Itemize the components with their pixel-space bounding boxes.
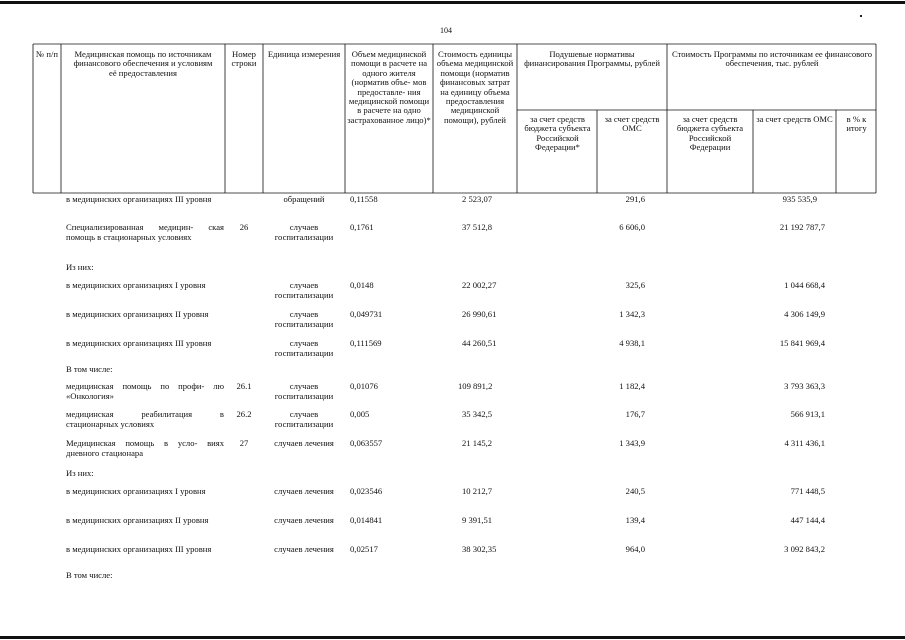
row-volume: 0,111569 bbox=[350, 338, 382, 348]
row-cost: 9 391,51 bbox=[462, 515, 493, 525]
row-cost: 10 212,7 bbox=[462, 486, 493, 496]
row-volume: 0,023546 bbox=[350, 486, 383, 496]
row-per-capita-oms: 176,7 bbox=[625, 409, 645, 419]
row-description: В том числе: bbox=[66, 570, 113, 580]
header-program-cost: Стоимость Программы по источникам ее финансового обеспечения, тыс. рублей bbox=[671, 49, 873, 69]
row-volume: 0,049731 bbox=[350, 309, 383, 319]
row-description: медицинская помощь по профи- лю «Онкология» bbox=[66, 381, 224, 401]
row-volume: 0,005 bbox=[350, 409, 370, 419]
row-description: Специализированная медицин- ская помощь в стационарных условиях bbox=[66, 222, 224, 242]
row-per-capita-oms: 139,4 bbox=[625, 515, 645, 525]
row-per-capita-oms: 325,6 bbox=[625, 280, 645, 290]
row-program-oms: 15 841 969,4 bbox=[779, 338, 825, 348]
header-unit: Единица измерения bbox=[267, 49, 341, 59]
row-program-oms: 4 311 436,1 bbox=[784, 438, 825, 448]
row-unit: случаев лечения bbox=[274, 438, 334, 448]
row-description: в медицинских организациях III уровня bbox=[66, 194, 212, 204]
row-volume: 0,02517 bbox=[350, 544, 378, 554]
row-program-oms: 935 535,9 bbox=[782, 194, 817, 204]
row-unit: случаев лечения bbox=[274, 486, 334, 496]
row-unit: случаев госпитализации bbox=[274, 381, 334, 401]
row-cost: 44 260,51 bbox=[462, 338, 497, 348]
bottom-border bbox=[0, 636, 905, 639]
row-description: В том числе: bbox=[66, 364, 113, 374]
row-program-oms: 4 306 149,9 bbox=[784, 309, 825, 319]
row-description: медицинская реабилитация в стационарных условиях bbox=[66, 409, 224, 429]
header-per-capita-oms: за счет средств ОМС bbox=[604, 114, 660, 134]
header-program-percent: в % к итогу bbox=[846, 114, 867, 134]
row-number: 26 bbox=[239, 222, 249, 232]
row-description: Из них: bbox=[66, 468, 94, 478]
row-description: в медицинских организациях II уровня bbox=[66, 309, 209, 319]
row-description: Медицинская помощь в усло- виях дневного стационара bbox=[66, 438, 224, 458]
row-per-capita-oms: 964,0 bbox=[625, 544, 645, 554]
row-description: в медицинских организациях I уровня bbox=[66, 486, 206, 496]
row-unit: случаев лечения bbox=[274, 544, 334, 554]
row-volume: 0,11558 bbox=[350, 194, 378, 204]
row-program-oms: 3 092 843,2 bbox=[784, 544, 825, 554]
row-unit: случаев госпитализации bbox=[274, 338, 334, 358]
header-per-capita-budget: за счет средств бюджета субъекта Российской Федерации* bbox=[524, 114, 591, 153]
row-program-oms: 566 913,1 bbox=[790, 409, 825, 419]
row-unit: обращений bbox=[283, 194, 325, 204]
header-unit-cost: Стоимость единицы объема медицинской помощи (норматив финансовых затрат на единицу объема предоставления медицинской помощи), рублей bbox=[436, 49, 514, 125]
page-number: 104 bbox=[440, 26, 452, 35]
row-per-capita-oms: 1 343,9 bbox=[619, 438, 645, 448]
row-description: Из них: bbox=[66, 262, 94, 272]
row-description: в медицинских организациях III уровня bbox=[66, 338, 212, 348]
row-unit: случаев лечения bbox=[274, 515, 334, 525]
row-description: в медицинских организациях II уровня bbox=[66, 515, 209, 525]
row-number: 27 bbox=[239, 438, 249, 448]
row-number: 26.2 bbox=[236, 409, 252, 419]
header-program-oms: за счет средств ОМС bbox=[756, 114, 833, 124]
header-per-capita: Подушевые нормативы финансирования Программы, рублей bbox=[524, 49, 660, 69]
header-description: Медицинская помощь по источникам финансового обеспечения и условиям её предоставления bbox=[73, 49, 213, 78]
header-row-number: Номер строки bbox=[231, 49, 257, 69]
row-per-capita-oms: 240,5 bbox=[625, 486, 645, 496]
row-description: в медицинских организациях I уровня bbox=[66, 280, 206, 290]
row-program-oms: 771 448,5 bbox=[790, 486, 825, 496]
row-per-capita-oms: 291,6 bbox=[625, 194, 645, 204]
row-number: 26.1 bbox=[236, 381, 252, 391]
row-description: в медицинских организациях III уровня bbox=[66, 544, 212, 554]
row-unit: случаев госпитализации bbox=[274, 280, 334, 300]
row-cost: 2 523,07 bbox=[462, 194, 493, 204]
row-per-capita-oms: 1 182,4 bbox=[619, 381, 645, 391]
row-program-oms: 447 144,4 bbox=[790, 515, 825, 525]
row-per-capita-oms: 4 938,1 bbox=[619, 338, 645, 348]
row-cost: 109 891,2 bbox=[458, 381, 493, 391]
row-volume: 0,063557 bbox=[350, 438, 383, 448]
row-unit: случаев госпитализации bbox=[274, 409, 334, 429]
row-program-oms: 3 793 363,3 bbox=[784, 381, 825, 391]
row-unit: случаев госпитализации bbox=[274, 309, 334, 329]
row-volume: 0,01076 bbox=[350, 381, 378, 391]
header-volume: Объем медицинской помощи в расчете на одного жителя (норматив объе- мов предоставле- ния медицинской помощи в расчете на одно застрахованное лицо)* bbox=[347, 49, 431, 125]
row-program-oms: 1 044 668,4 bbox=[784, 280, 825, 290]
row-volume: 0,014841 bbox=[350, 515, 383, 525]
row-cost: 38 302,35 bbox=[462, 544, 497, 554]
row-cost: 35 342,5 bbox=[462, 409, 493, 419]
row-volume: 0,1761 bbox=[350, 222, 374, 232]
header-num: № п/п bbox=[36, 49, 58, 59]
row-cost: 22 002,27 bbox=[462, 280, 497, 290]
row-volume: 0,0148 bbox=[350, 280, 374, 290]
row-cost: 26 990,61 bbox=[462, 309, 497, 319]
row-cost: 21 145,2 bbox=[462, 438, 493, 448]
row-unit: случаев госпитализации bbox=[274, 222, 334, 242]
row-cost: 37 512,8 bbox=[462, 222, 493, 232]
row-per-capita-oms: 1 342,3 bbox=[619, 309, 645, 319]
row-per-capita-oms: 6 606,0 bbox=[619, 222, 645, 232]
header-program-budget: за счет средств бюджета субъекта Российской Федерации bbox=[676, 114, 744, 153]
row-program-oms: 21 192 787,7 bbox=[779, 222, 825, 232]
